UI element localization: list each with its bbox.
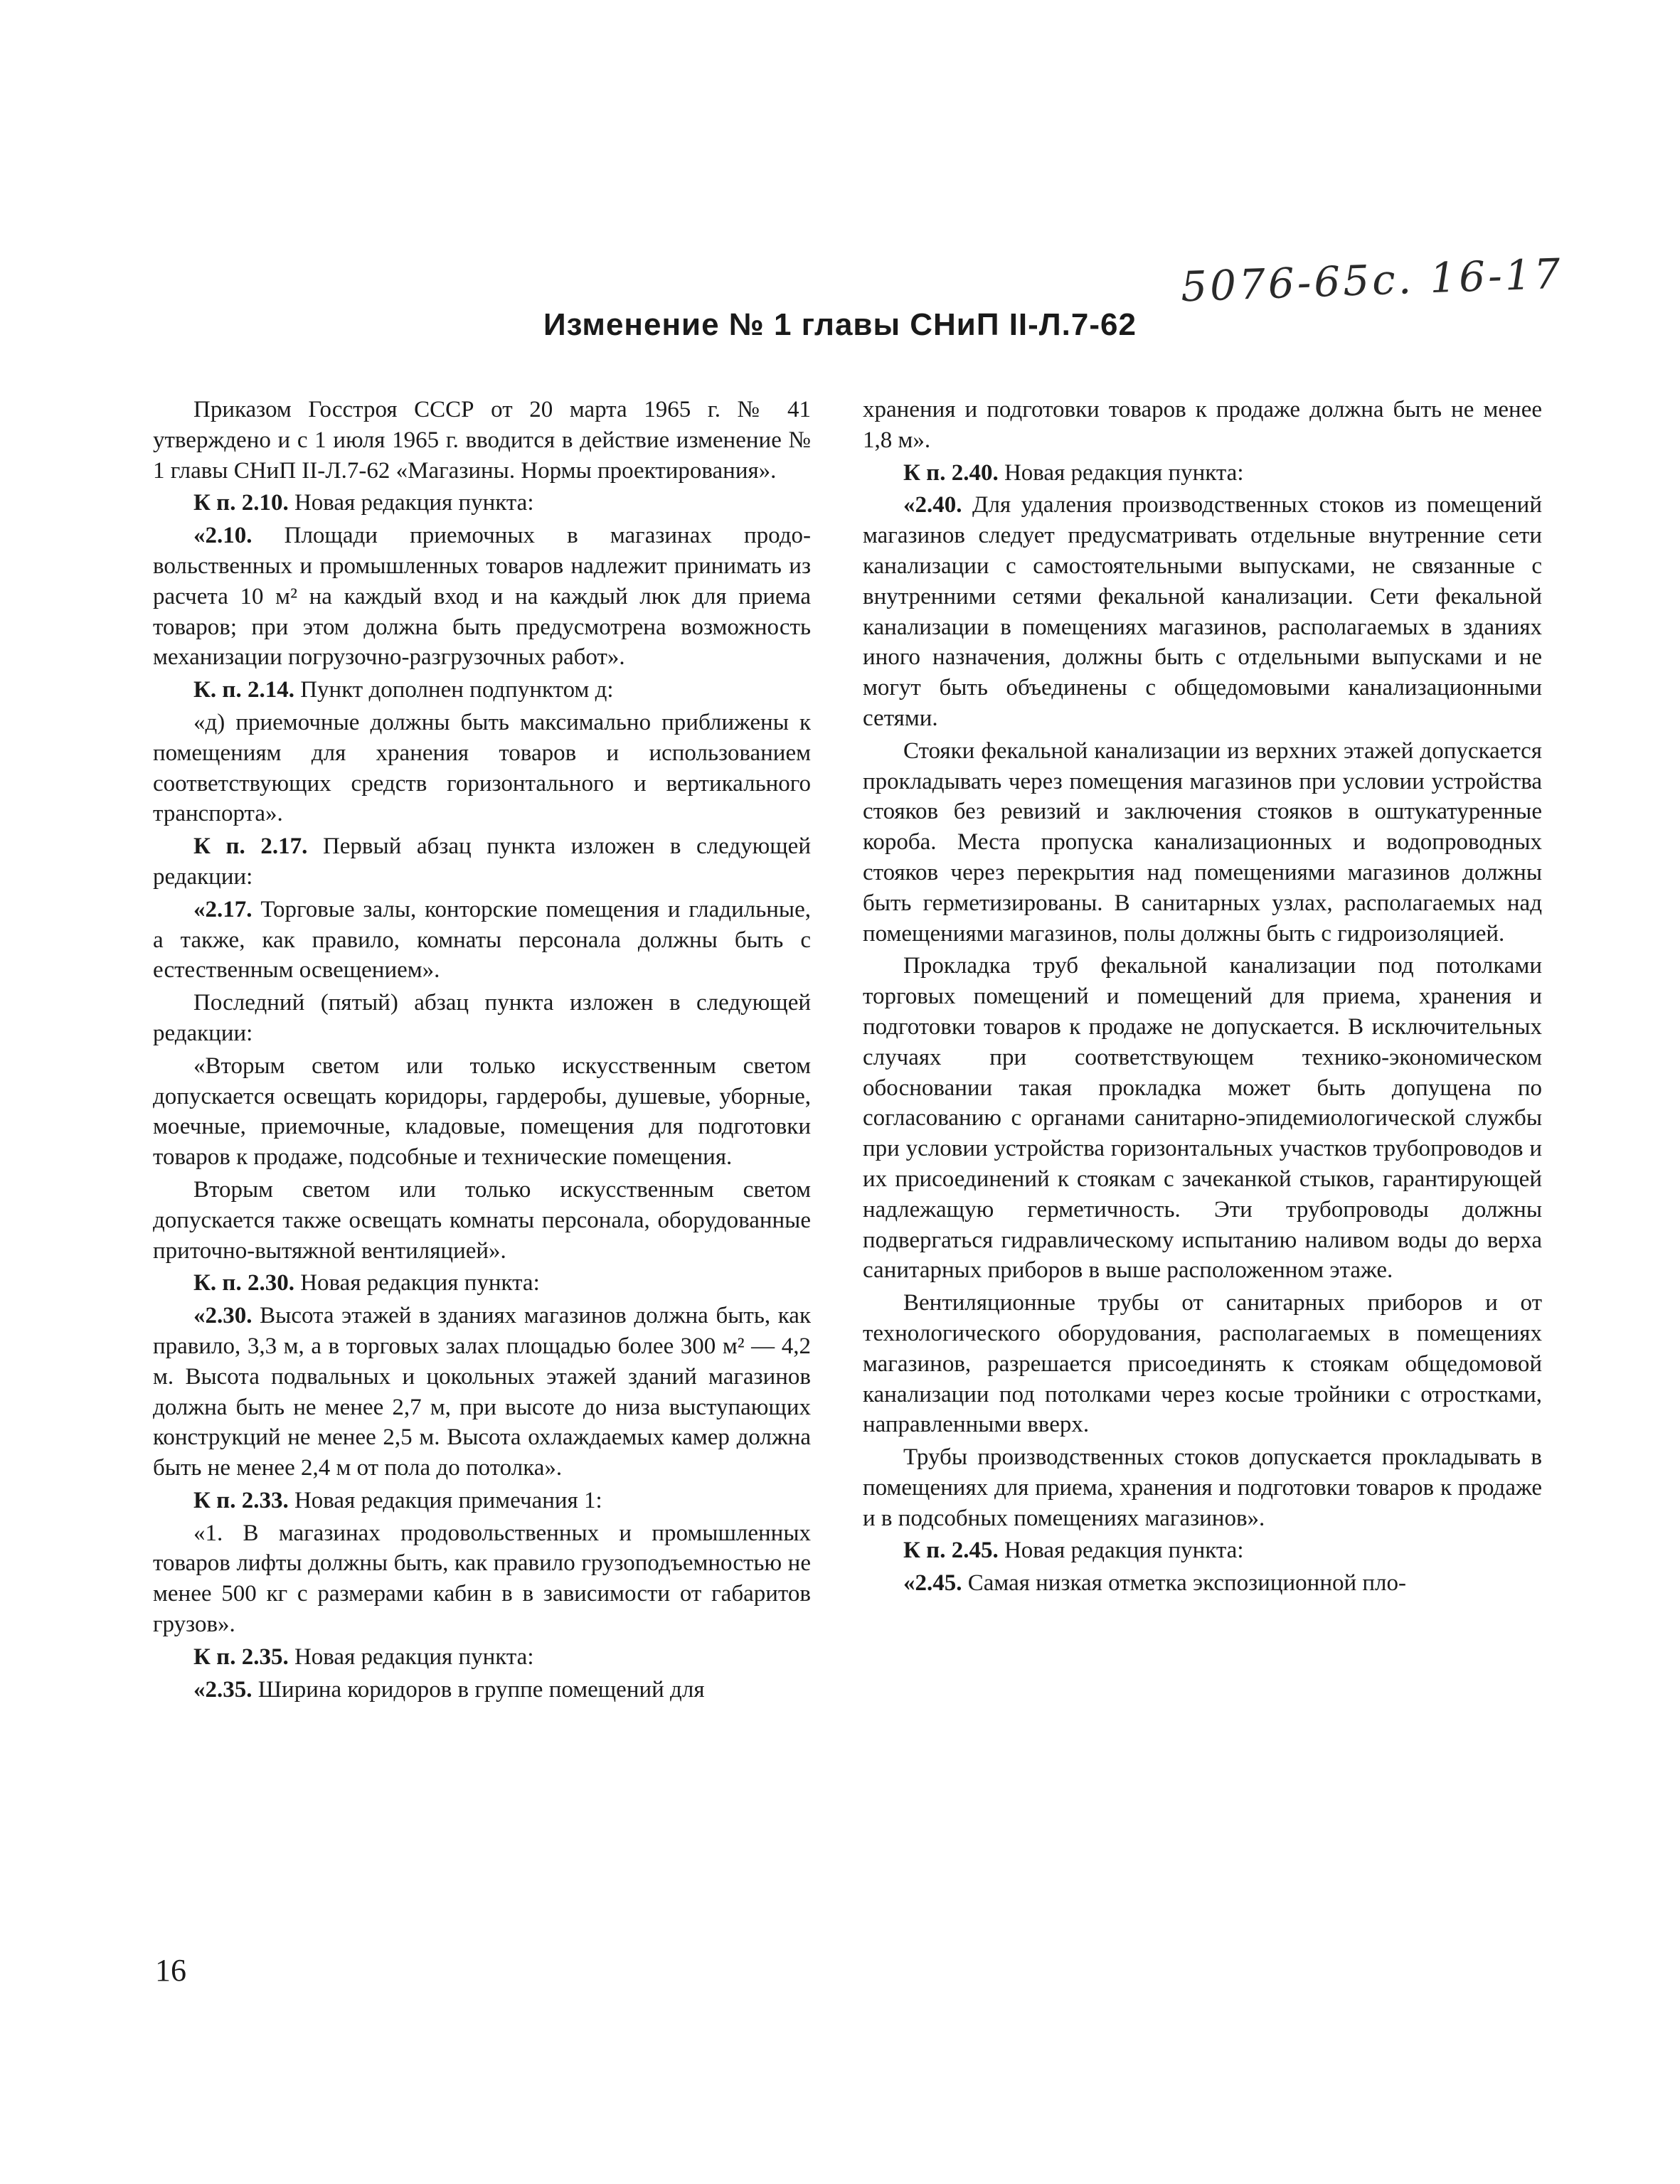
paragraph-text: Ширина коридоров в группе помещений для [252, 1676, 705, 1703]
paragraph-text: Первый абзац пункта изложен в следующей редакции: [153, 833, 811, 890]
paragraph-text: Прокладка труб фекальной канализации под потолками торговых помещений и помещений для приема, хранения и подготовки товаров к продаже не допускается. В исключительных случаях при соответствующем технико-экономическом обосновании такая прокладка может быть допущена по согласованию с органами санитарно-эпидемиологической службы при условии устройства горизонтальных участков трубопроводов и их присоединений к стоякам с зачеканкой стыков, гарантирующей надлежащую герметичность. Эти трубопроводы должны подвергаться гидравлическому испытанию наливом воды до верха санитарных приборов в выше расположенном этаже. [863, 953, 1542, 1284]
paragraph [863, 1442, 1542, 1533]
paragraph [863, 1288, 1542, 1440]
paragraph-text: Трубы производственных стоков допускается прокладывать в помещениях для приема, хранения и подготовки товаров к продаже и в подсобных помещениях магазинов». [863, 1444, 1542, 1531]
clause-reference: К п. 2.40. [903, 459, 999, 486]
paragraph [153, 1268, 811, 1299]
clause-reference: К п. 2.35. [193, 1644, 289, 1670]
paragraph [153, 675, 811, 705]
paragraph [153, 1675, 811, 1705]
paragraph-text: Новая редакция пункта: [998, 459, 1244, 486]
clause-reference: К п. 2.33. [193, 1487, 289, 1513]
paragraph [153, 831, 811, 893]
paragraph [153, 1175, 811, 1266]
clause-reference: «2.45. [903, 1570, 962, 1597]
paragraph-text: «1. В магазинах продовольственных и промышленных товаров лифты должны быть, как правило грузоподъемностью не менее 500 кг с размерами кабин в в зависимости от габаритов грузов». [153, 1520, 811, 1638]
paragraph-text: Торговые залы, конторские помещения и гладильные, а также, как правило, комнаты персонала должны быть с естественным освещением». [153, 896, 811, 984]
clause-reference: «2.10. [193, 523, 252, 549]
paragraph-text: «д) приемочные должны быть максимально приближены к помещениям для хранения товаров и использованием соответствующих средств горизонтального и вертикального транспорта». [153, 709, 811, 827]
page-number: 16 [155, 1953, 186, 1988]
paragraph-text: Для удаления производственных стоков из помещений магазинов следует предусматривать отдельные внутренние сети канализации с самостоятельными выпусками, не связанные с внутренними сетями фекальной канализации. Сети фекальной канализации в помещениях магазинов, располагаемых в зданиях иного назначения, должны быть с отдельными выпусками и не могут быть объединены с общедомовыми канализационными сетями. [863, 492, 1542, 731]
paragraph-text: Площади приемочных в магазинах продовольственных и промышленных товаров надлежит принимать из расчета 10 м² на каждый вход и на каждый люк для приема товаров; при этом должна быть предусмотрена возможность механизации погрузочно-разгрузочных работ». [153, 523, 811, 671]
paragraph [153, 895, 811, 986]
paragraph-text: Новая редакция пункта: [288, 490, 534, 516]
paragraph-text: Последний (пятый) абзац пункта изложен в следующей редакции: [153, 990, 811, 1046]
paragraph [153, 1518, 811, 1640]
paragraph-text: хранения и подготовки товаров к продаже должна быть не менее 1,8 м». [863, 397, 1542, 453]
clause-reference: «2.40. [903, 492, 962, 518]
paragraph-text: «Вторым светом или только искусственным светом допускается освещать коридоры, гардеробы, душевые, уборные, моечные, приемочные, кладовые, помещения для подготовки товаров к продаже, подсобные и технические помещения. [153, 1053, 811, 1171]
paragraph [153, 988, 811, 1049]
paragraph-text: Новая редакция пункта: [998, 1538, 1244, 1564]
paragraph-text: Самая низкая отметка экспозиционной пло- [962, 1570, 1407, 1597]
clause-reference: «2.35. [193, 1676, 252, 1703]
right-column [863, 395, 1542, 1601]
paragraph-text: Пункт дополнен подпунктом д: [294, 677, 614, 703]
clause-reference: К п. 2.10. [193, 490, 289, 516]
handwritten-annotation: 5076-65с. 16-17 [1179, 249, 1564, 311]
left-column [153, 395, 811, 1707]
paragraph [153, 1301, 811, 1483]
paragraph-text: Новая редакция примечания 1: [288, 1487, 602, 1513]
paragraph-text: Вентиляционные трубы от санитарных приборов и от технологического оборудования, располагаемых в помещениях магазинов, разрешается присоединять к стоякам общедомовой канализации под потолками через косые тройники с отростками, направленными вверх. [863, 1290, 1542, 1438]
paragraph [153, 1486, 811, 1516]
paragraph [863, 1535, 1542, 1566]
paragraph [153, 1642, 811, 1673]
paragraph-text: Новая редакция пункта: [288, 1644, 534, 1670]
document-title: Изменение № 1 главы СНиП II-Л.7-62 [543, 307, 1137, 342]
clause-reference: «2.30. [193, 1303, 252, 1329]
paragraph [153, 1051, 811, 1173]
paragraph [863, 395, 1542, 456]
paragraph [863, 736, 1542, 949]
clause-reference: К п. 2.45. [903, 1538, 999, 1564]
paragraph [863, 951, 1542, 1286]
paragraph [153, 395, 811, 486]
clause-reference: К. п. 2.14. [193, 677, 294, 703]
paragraph-text: Приказом Госстроя СССР от 20 марта 1965 г. № 41 утверждено и с 1 июля 1965 г. вводится в действие изменение № 1 главы СНиП II-Л.7-62 «Магазины. Нормы проектирования». [153, 397, 811, 484]
clause-reference: «2.17. [193, 896, 252, 922]
paragraph [863, 458, 1542, 489]
clause-reference: К. п. 2.30. [193, 1270, 294, 1296]
clause-reference: К п. 2.17. [193, 833, 308, 860]
paragraph-text: Стояки фекальной канализации из верхних этажей допускается прокладывать через помещения магазинов при условии устройства стояков без ревизий и заключения стояков в оштукатуренные короба. Места пропуска канализационных и водопроводных стояков через перекрытия над помещениями магазинов должны быть герметизированы. В санитарных узлах, располагаемых над помещениями магазинов, полы должны быть с гидроизоляцией. [863, 737, 1542, 947]
paragraph [153, 488, 811, 518]
paragraph-text: Новая редакция пункта: [294, 1270, 540, 1296]
paragraph [153, 708, 811, 829]
paragraph [153, 521, 811, 673]
paragraph-text: Вторым светом или только искусственным светом допускается также освещать комнаты персонала, оборудованные приточно-вытяжной вентиляцией». [153, 1176, 811, 1264]
paragraph-text: Высота этажей в зданиях магазинов должна быть, как правило, 3,3 м, а в торговых залах площадью более 300 м² — 4,2 м. Высота подвальных и цокольных этажей зданий магазинов должна быть не менее 2,7 м, при высоте до низа выступающих конструкций не менее 2,5 м. Высота охлаждаемых камер должна быть не менее 2,4 м от пола до потолка». [153, 1303, 811, 1481]
paragraph [863, 490, 1542, 733]
paragraph [863, 1568, 1542, 1599]
